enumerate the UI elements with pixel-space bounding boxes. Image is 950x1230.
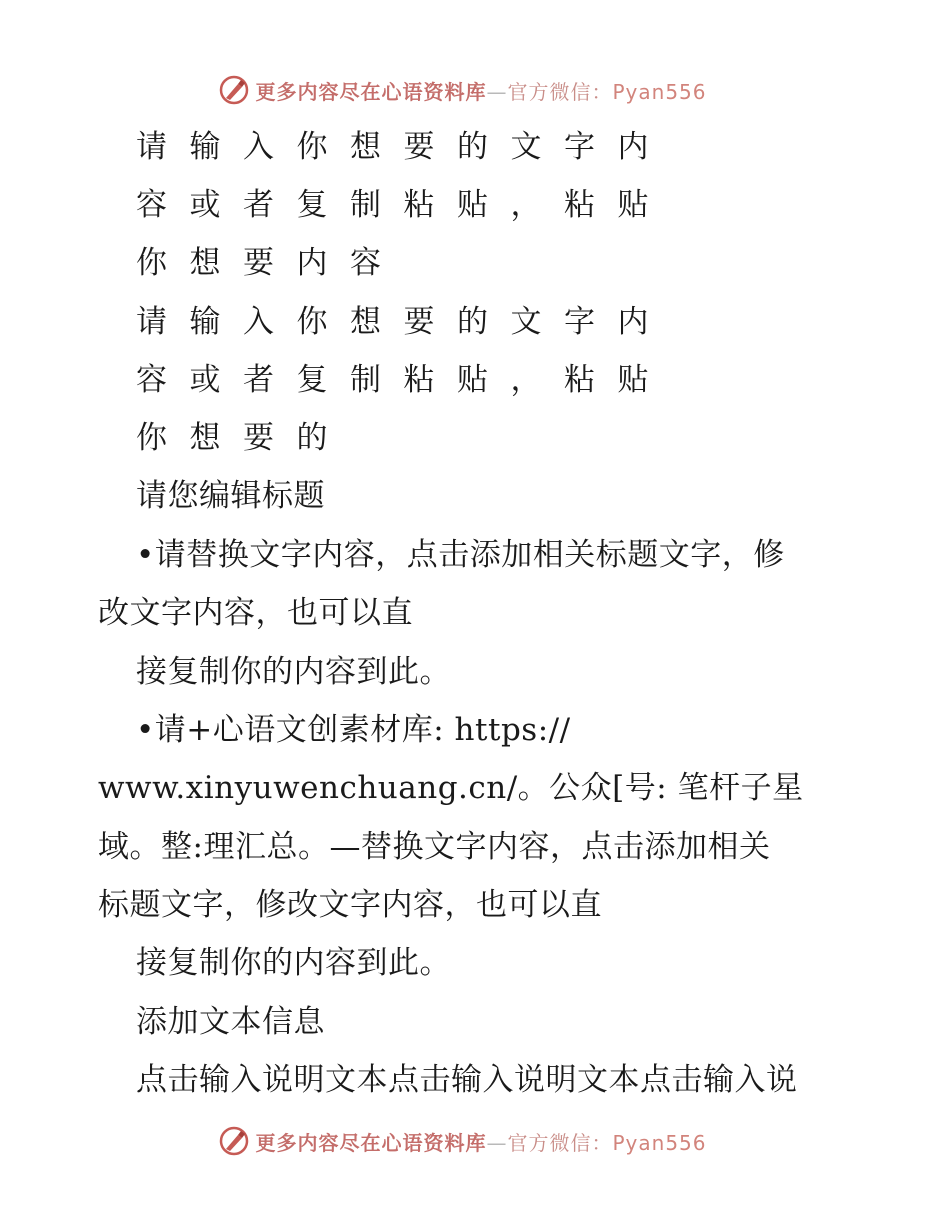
text-line-4: 请输入你想要的文字内 [136,304,671,340]
footer-wechat-id: Pyan556 [612,1130,707,1155]
text-line-10: 接复制你的内容到此。 [136,654,451,690]
footer-banner [0,1121,950,1161]
header-wechat-label: 官方微信： [507,79,613,104]
text-line-9: 改文字内容，也可以直 [98,595,413,631]
header-wechat-id: Pyan556 [612,79,707,104]
text-line-14: 标题文字，修改文字内容，也可以直 [98,887,602,923]
footer-wechat-label: 官方微信： [507,1130,613,1155]
footer-brand: 更多内容尽在心语资料库 [255,1130,487,1155]
text-line-15: 接复制你的内容到此。 [136,945,451,981]
text-line-5: 容或者复制粘贴，粘贴 [136,362,671,398]
bullet-line-2: •请+心语文创素材库: https:// [136,712,571,748]
footer-separator: — [486,1130,508,1155]
bullet-line-1: •请替换文字内容，点击添加相关标题文字，修 [136,537,785,573]
text-line-13: 域。整:理汇总。—替换文字内容，点击添加相关 [98,829,771,865]
text-line-1: 请输入你想要的文字内 [136,129,671,165]
header-brand: 更多内容尽在心语资料库 [255,79,487,104]
header-banner-text [255,76,706,105]
pen-logo-icon [219,75,249,105]
text-line-6: 你想要的 [136,420,350,456]
url-line: www.xinyuwenchuang.cn/。公众[号: 笔杆子星 [98,770,804,806]
text-line-17: 点击输入说明文本点击输入说明文本点击输入说 [136,1062,798,1098]
text-line-2: 容或者复制粘贴，粘贴 [136,187,671,223]
footer-banner-text [255,1127,706,1156]
pen-logo-icon [219,1126,249,1156]
section-title: 请您编辑标题 [136,478,325,514]
header-separator: — [486,79,508,104]
subsection-title: 添加文本信息 [136,1004,325,1040]
header-banner [0,70,950,110]
text-line-3: 你想要内容 [136,245,404,281]
